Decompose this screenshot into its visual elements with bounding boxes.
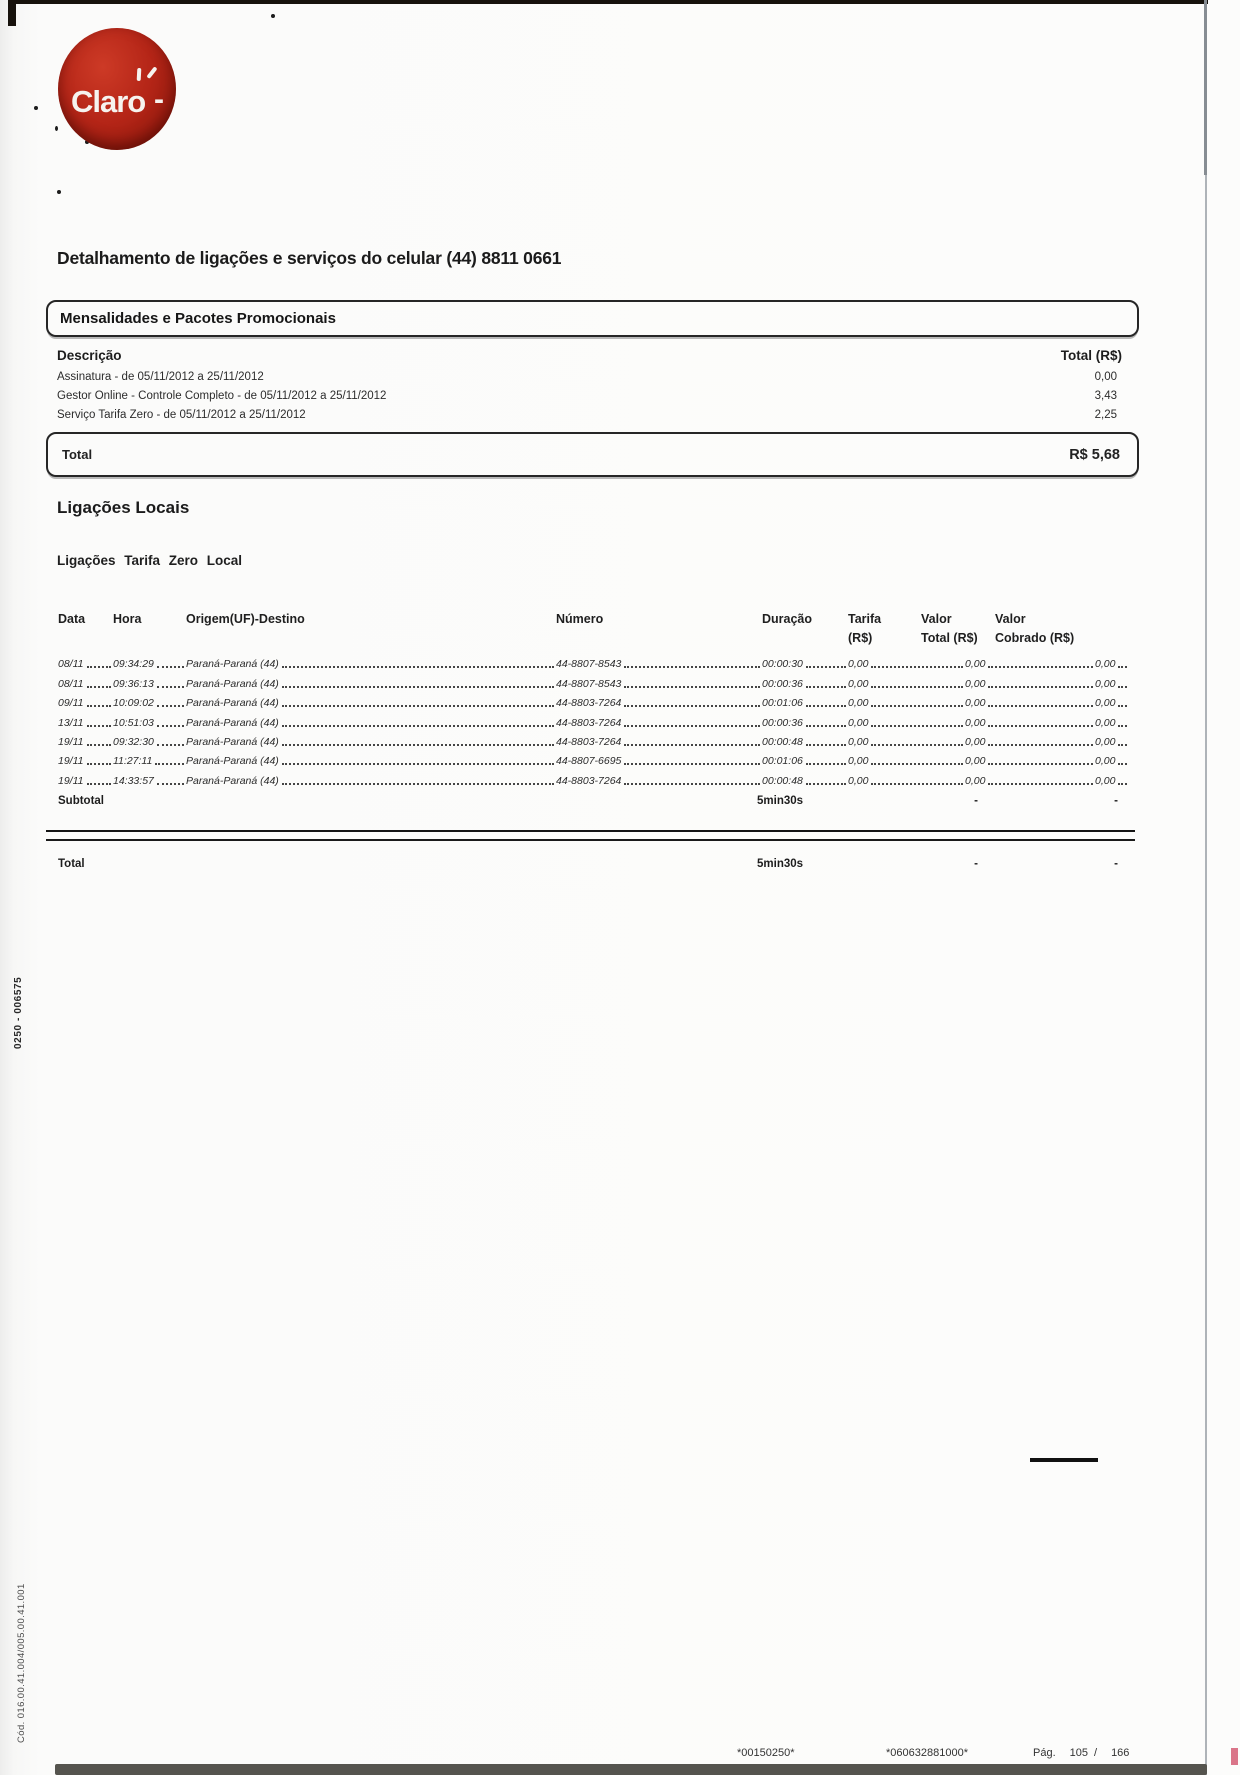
call-time: 09:32:30	[113, 735, 154, 748]
dotted-leader	[624, 666, 760, 668]
dotted-leader	[1118, 705, 1127, 707]
col-header-duracao: Duração	[762, 612, 813, 626]
call-number: 44-8803-7264	[556, 697, 622, 710]
dotted-leader	[157, 744, 184, 746]
scan-artifact-right-line-dark	[1204, 0, 1207, 175]
item-description: Serviço Tarifa Zero - de 05/11/2012 a 25/11/2012	[57, 409, 306, 421]
cell-hora	[113, 658, 186, 671]
call-value-charged: 0,00	[1095, 658, 1116, 671]
dotted-leader	[988, 725, 1093, 727]
col-header-valor-total-unit: Total (R$)	[921, 631, 978, 645]
cell-origem	[186, 775, 556, 788]
tarifa-zero-local-heading: Ligações Tarifa Zero Local	[57, 553, 243, 568]
page-title: Detalhamento de ligações e serviços do celular (44) 8811 0661	[57, 248, 562, 268]
mensalidades-section-title: Mensalidades e Pacotes Promocionais	[60, 310, 336, 327]
call-value-total: 0,00	[965, 735, 986, 748]
table-total-divider	[46, 830, 1135, 841]
cell-hora	[113, 717, 186, 730]
table-total-valor-total: -	[974, 858, 978, 870]
dotted-leader	[87, 744, 112, 746]
dotted-leader	[155, 763, 184, 765]
call-date: 08/11	[58, 658, 84, 671]
call-value-charged: 0,00	[1095, 697, 1116, 710]
dotted-leader	[988, 705, 1093, 707]
dotted-leader	[806, 666, 846, 668]
total-label: Total	[62, 447, 93, 462]
call-date: 19/11	[58, 735, 84, 748]
call-time: 09:34:29	[113, 658, 154, 671]
cell-valor-total	[965, 755, 1095, 768]
mensalidades-total-box	[46, 432, 1139, 477]
call-tariff: 0,00	[848, 755, 869, 768]
subtotal-valor-cobrado: -	[1114, 795, 1118, 807]
margin-code-bottom: Cód. 016.00.41.004/005.00.41.001	[16, 1583, 27, 1743]
col-header-valor-cobrado-unit: Cobrado (R$)	[995, 631, 1075, 645]
call-origin-destination: Paraná-Paraná (44)	[186, 677, 279, 690]
dotted-leader	[87, 763, 112, 765]
mensalidade-item	[57, 390, 1117, 409]
call-origin-destination: Paraná-Paraná (44)	[186, 755, 279, 768]
dotted-leader	[624, 705, 760, 707]
call-time: 09:36:13	[113, 677, 154, 690]
item-total: 0,00	[1094, 371, 1117, 383]
call-value-total: 0,00	[965, 774, 986, 787]
call-table-rows	[58, 652, 1129, 788]
cell-hora	[113, 736, 186, 749]
cell-numero	[556, 717, 762, 730]
dotted-leader	[87, 686, 112, 688]
claro-logo-text: Claro	[71, 84, 146, 119]
scan-artifact-corner	[8, 0, 16, 26]
call-number: 44-8803-7264	[556, 774, 622, 787]
call-origin-destination: Paraná-Paraná (44)	[186, 774, 279, 787]
scan-artifact-bottom-band	[55, 1764, 1207, 1775]
cell-hora	[113, 697, 186, 710]
mensalidades-section-box	[46, 300, 1139, 337]
dotted-leader	[282, 783, 554, 785]
cell-origem	[186, 697, 556, 710]
cell-numero	[556, 678, 762, 691]
right-margin-mark	[1030, 1458, 1098, 1462]
call-date: 13/11	[58, 716, 84, 729]
ink-speck	[34, 106, 38, 110]
call-duration: 00:00:30	[762, 658, 803, 671]
call-number: 44-8807-8543	[556, 658, 622, 671]
page-total: 166	[1111, 1747, 1130, 1759]
dotted-leader	[87, 725, 112, 727]
dotted-leader	[988, 666, 1093, 668]
cell-data	[58, 697, 113, 710]
dotted-leader	[282, 705, 554, 707]
dotted-leader	[87, 783, 112, 785]
dotted-leader	[282, 686, 554, 688]
cell-hora	[113, 755, 186, 768]
dotted-leader	[157, 725, 184, 727]
dotted-leader	[988, 686, 1093, 688]
col-header-valor-total: Valor	[921, 612, 952, 626]
call-value-charged: 0,00	[1095, 774, 1116, 787]
cell-data	[58, 755, 113, 768]
claro-logo-dash: -	[154, 83, 164, 116]
cell-duracao	[762, 755, 848, 768]
footer-code-right: *060632881000*	[886, 1747, 968, 1759]
call-number: 44-8807-8543	[556, 677, 622, 690]
call-value-charged: 0,00	[1095, 677, 1116, 690]
subtotal-label: Subtotal	[58, 795, 104, 807]
dotted-leader	[806, 705, 846, 707]
ligacoes-locais-heading: Ligações Locais	[57, 498, 190, 517]
dotted-leader	[1118, 725, 1127, 727]
dotted-leader	[624, 744, 760, 746]
dotted-leader	[806, 783, 846, 785]
call-value-charged: 0,00	[1095, 735, 1116, 748]
dotted-leader	[871, 725, 963, 727]
item-total: 3,43	[1094, 390, 1117, 402]
subtotal-valor-total: -	[974, 795, 978, 807]
cell-data	[58, 736, 113, 749]
cell-valor-cobrado	[1095, 736, 1129, 749]
table-total-label: Total	[58, 858, 85, 870]
item-description: Gestor Online - Controle Completo - de 05/11/2012 a 25/11/2012	[57, 390, 387, 402]
cell-valor-cobrado	[1095, 678, 1129, 691]
cell-origem	[186, 678, 556, 691]
cell-duracao	[762, 678, 848, 691]
call-date: 19/11	[58, 755, 84, 768]
cell-duracao	[762, 775, 848, 788]
call-table-row	[58, 691, 1129, 710]
cell-tarifa	[848, 697, 965, 710]
table-total-duration: 5min30s	[757, 858, 804, 870]
dotted-leader	[87, 666, 112, 668]
call-value-charged: 0,00	[1095, 716, 1116, 729]
mensalidade-item	[57, 371, 1117, 390]
cell-data	[58, 717, 113, 730]
cell-tarifa	[848, 755, 965, 768]
logo-ray-icon	[146, 66, 157, 78]
item-total: 2,25	[1094, 409, 1117, 421]
dotted-leader	[282, 725, 554, 727]
call-duration: 00:00:36	[762, 716, 803, 729]
dotted-leader	[87, 705, 112, 707]
dotted-leader	[988, 763, 1093, 765]
call-value-total: 0,00	[965, 697, 986, 710]
call-duration: 00:01:06	[762, 755, 803, 768]
cell-data	[58, 775, 113, 788]
cell-origem	[186, 736, 556, 749]
call-date: 09/11	[58, 697, 84, 710]
call-duration: 00:01:06	[762, 697, 803, 710]
call-value-total: 0,00	[965, 658, 986, 671]
call-table-row	[58, 768, 1129, 787]
dotted-leader	[988, 744, 1093, 746]
call-origin-destination: Paraná-Paraná (44)	[186, 716, 279, 729]
dotted-leader	[282, 763, 554, 765]
call-tariff: 0,00	[848, 677, 869, 690]
call-tariff: 0,00	[848, 774, 869, 787]
call-table-row	[58, 652, 1129, 671]
cell-valor-total	[965, 775, 1095, 788]
cell-valor-cobrado	[1095, 697, 1129, 710]
col-header-origem: Origem(UF)-Destino	[186, 612, 305, 626]
scan-artifact-right-line	[1205, 0, 1207, 1775]
ink-speck	[271, 14, 275, 18]
col-header-numero: Número	[556, 612, 604, 626]
cell-valor-total	[965, 717, 1095, 730]
cell-origem	[186, 755, 556, 768]
scan-artifact-pink-mark	[1231, 1748, 1238, 1765]
call-time: 10:09:02	[113, 697, 154, 710]
call-table-row	[58, 730, 1129, 749]
col-header-tarifa: Tarifa	[848, 612, 882, 626]
call-time: 11:27:11	[113, 755, 153, 768]
dotted-leader	[871, 744, 963, 746]
cell-numero	[556, 775, 762, 788]
dotted-leader	[806, 725, 846, 727]
dotted-leader	[282, 744, 554, 746]
call-origin-destination: Paraná-Paraná (44)	[186, 735, 279, 748]
mensalidade-item	[57, 409, 1117, 428]
cell-origem	[186, 658, 556, 671]
call-number: 44-8803-7264	[556, 716, 622, 729]
cell-duracao	[762, 717, 848, 730]
cell-tarifa	[848, 717, 965, 730]
dotted-leader	[806, 744, 846, 746]
dotted-leader	[624, 763, 760, 765]
dotted-leader	[624, 686, 760, 688]
call-duration: 00:00:48	[762, 735, 803, 748]
cell-valor-cobrado	[1095, 775, 1129, 788]
mensalidades-items	[57, 371, 1117, 428]
footer-code-left: *00150250*	[737, 1747, 795, 1759]
dotted-leader	[157, 686, 184, 688]
footer-page-indicator	[1033, 1747, 1129, 1759]
dotted-leader	[806, 763, 846, 765]
page-number: 105	[1069, 1747, 1088, 1759]
page-separator: /	[1094, 1747, 1098, 1759]
cell-valor-total	[965, 697, 1095, 710]
page-label: Pág.	[1033, 1747, 1056, 1759]
dotted-leader	[988, 783, 1093, 785]
cell-tarifa	[848, 658, 965, 671]
item-description: Assinatura - de 05/11/2012 a 25/11/2012	[57, 371, 264, 383]
call-date: 08/11	[58, 677, 84, 690]
dotted-leader	[1118, 686, 1127, 688]
call-time: 14:33:57	[113, 774, 154, 787]
ink-speck	[57, 190, 61, 194]
dotted-leader	[871, 666, 963, 668]
call-tariff: 0,00	[848, 658, 869, 671]
cell-duracao	[762, 697, 848, 710]
dotted-leader	[157, 666, 184, 668]
cell-hora	[113, 775, 186, 788]
cell-valor-cobrado	[1095, 717, 1129, 730]
subtotal-duration: 5min30s	[757, 795, 804, 807]
cell-valor-cobrado	[1095, 658, 1129, 671]
cell-valor-total	[965, 658, 1095, 671]
scan-artifact-top-line	[12, 0, 1208, 4]
call-tariff: 0,00	[848, 697, 869, 710]
cell-duracao	[762, 658, 848, 671]
claro-logo	[58, 28, 176, 150]
cell-duracao	[762, 736, 848, 749]
dotted-leader	[1118, 666, 1127, 668]
dotted-leader	[871, 783, 963, 785]
call-table-row	[58, 671, 1129, 690]
call-value-total: 0,00	[965, 716, 986, 729]
cell-origem	[186, 717, 556, 730]
dotted-leader	[157, 783, 184, 785]
call-duration: 00:00:36	[762, 677, 803, 690]
margin-code-top: 0250 - 006575	[13, 976, 24, 1049]
mensalidades-header-row	[57, 348, 1122, 363]
logo-ray-icon	[137, 68, 141, 81]
call-origin-destination: Paraná-Paraná (44)	[186, 658, 279, 671]
call-time: 10:51:03	[113, 716, 154, 729]
col-header-data: Data	[58, 612, 86, 626]
ink-speck	[55, 126, 58, 131]
dotted-leader	[806, 686, 846, 688]
cell-valor-total	[965, 736, 1095, 749]
call-table-row	[58, 710, 1129, 729]
dotted-leader	[1118, 783, 1127, 785]
dotted-leader	[1118, 744, 1127, 746]
cell-data	[58, 678, 113, 691]
call-value-charged: 0,00	[1095, 755, 1116, 768]
call-tariff: 0,00	[848, 716, 869, 729]
call-number: 44-8803-7264	[556, 735, 622, 748]
cell-numero	[556, 755, 762, 768]
call-duration: 00:00:48	[762, 774, 803, 787]
call-value-total: 0,00	[965, 755, 986, 768]
cell-numero	[556, 736, 762, 749]
cell-valor-total	[965, 678, 1095, 691]
cell-data	[58, 658, 113, 671]
dotted-leader	[282, 666, 554, 668]
descricao-column-header: Descrição	[57, 348, 122, 363]
cell-numero	[556, 658, 762, 671]
dotted-leader	[871, 686, 963, 688]
cell-tarifa	[848, 775, 965, 788]
cell-tarifa	[848, 736, 965, 749]
cell-valor-cobrado	[1095, 755, 1129, 768]
dotted-leader	[871, 705, 963, 707]
cell-tarifa	[848, 678, 965, 691]
call-table-row	[58, 749, 1129, 768]
dotted-leader	[1118, 763, 1127, 765]
col-header-valor-cobrado: Valor	[995, 612, 1026, 626]
dotted-leader	[157, 705, 184, 707]
dotted-leader	[871, 763, 963, 765]
total-value: R$ 5,68	[1069, 446, 1120, 463]
call-value-total: 0,00	[965, 677, 986, 690]
table-total-valor-cobrado: -	[1114, 858, 1118, 870]
call-number: 44-8807-6695	[556, 755, 622, 768]
col-header-tarifa-unit: (R$)	[848, 631, 873, 645]
total-column-header: Total (R$)	[1060, 348, 1122, 363]
dotted-leader	[624, 725, 760, 727]
cell-numero	[556, 697, 762, 710]
cell-hora	[113, 678, 186, 691]
call-origin-destination: Paraná-Paraná (44)	[186, 697, 279, 710]
dotted-leader	[624, 783, 760, 785]
call-date: 19/11	[58, 774, 84, 787]
call-tariff: 0,00	[848, 735, 869, 748]
col-header-hora: Hora	[113, 612, 142, 626]
